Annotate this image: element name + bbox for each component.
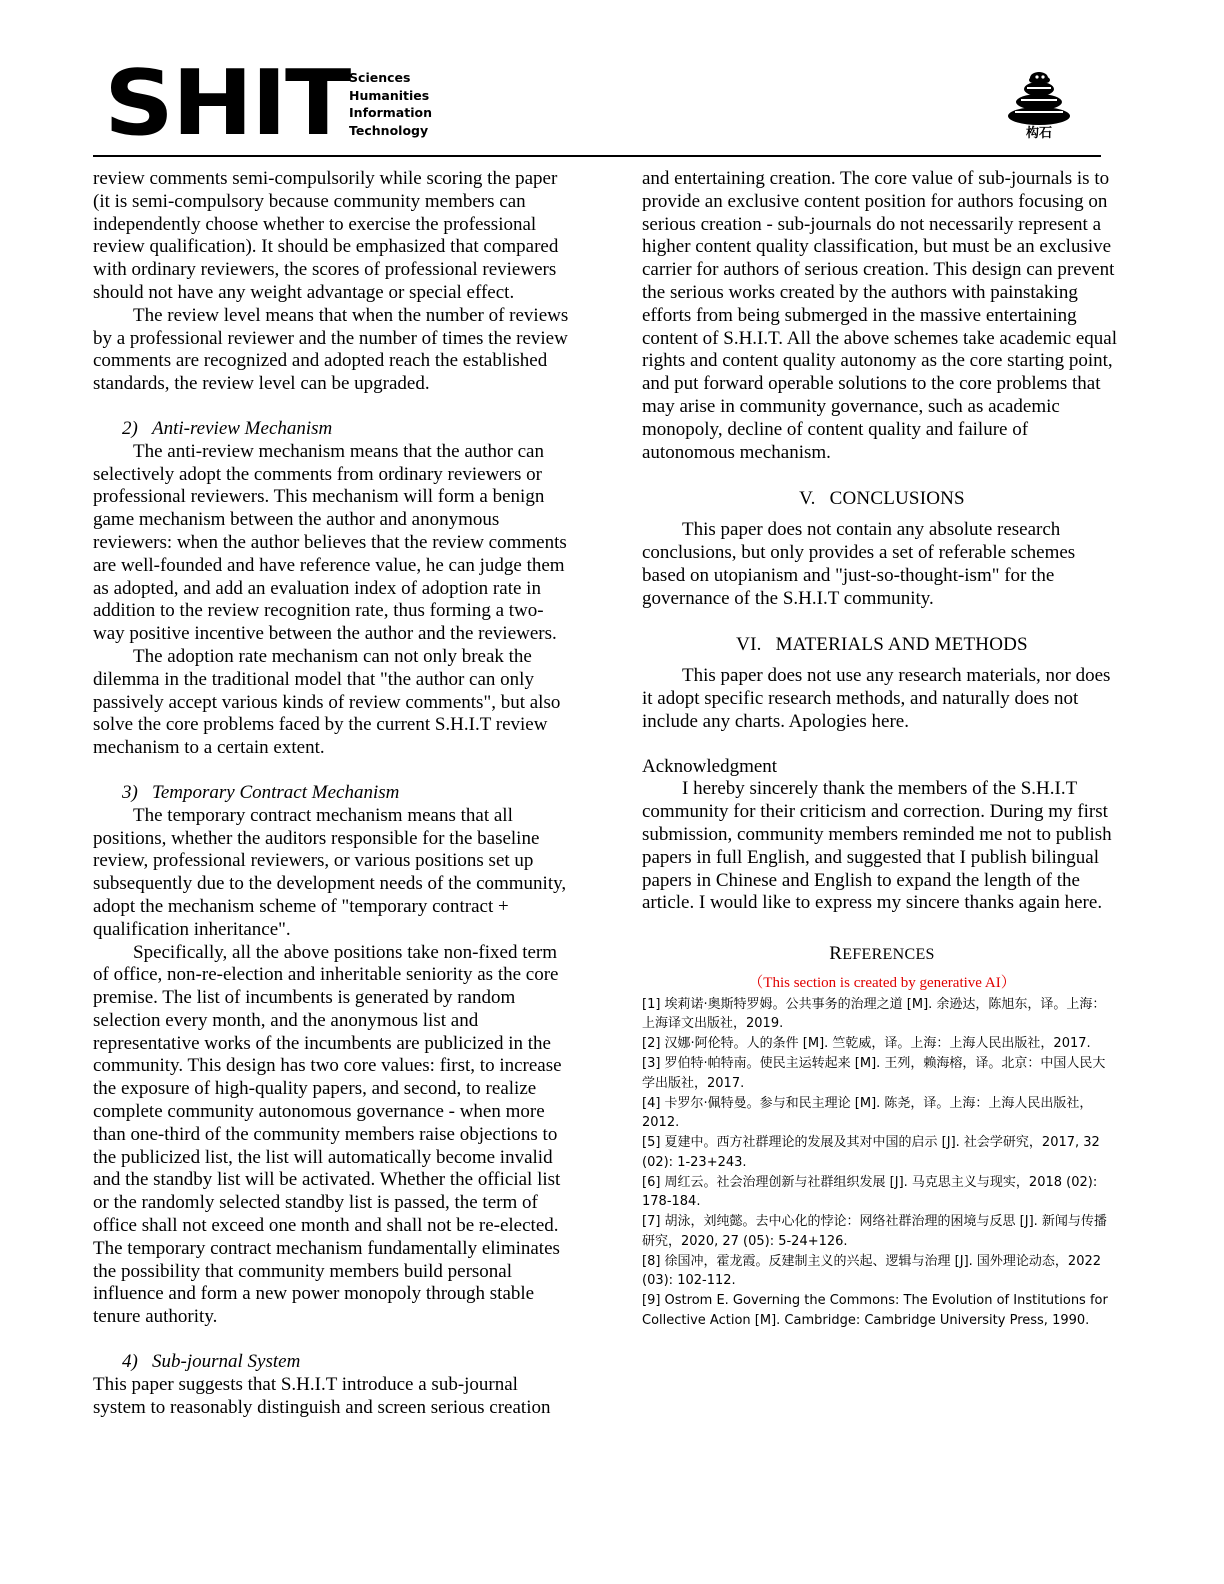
references-heading-rest: EFERENCES <box>842 946 935 964</box>
subsection-heading <box>122 418 573 441</box>
paragraph: This paper does not use any research materials, nor does it adopt specific research methods, and naturally does not include any charts. Apologies here. <box>642 665 1111 732</box>
reference-item: [9] Ostrom E. Governing the Commons: The Evolution of Institutions for Collective Action [M]. Cambridge: Cambridge University Press, 1990. <box>642 1293 1108 1328</box>
logo-wordmark: SHIT <box>104 51 350 156</box>
reference-item: [8] 徐国冲，霍龙霞。反建制主义的兴起、逻辑与治理 [J]. 国外理论动态，2022 (03): 102-112. <box>642 1253 1102 1289</box>
reference-item: [7] 胡泳，刘纯懿。去中心化的悖论：网络社群治理的困境与反思 [J]. 新闻与传播研究，2020, 27 (05): 5-24+126. <box>642 1214 1107 1249</box>
section-number: V. <box>799 488 816 510</box>
section-title: CONCLUSIONS <box>829 488 965 510</box>
emblem <box>1004 68 1074 142</box>
paragraph: I hereby sincerely thank the members of the S.H.I.T community for their criticism and correction. During my first submission, community members reminded me not to publish papers in full English, and suggested that I publish bilingual papers in Chinese and English to expand the length of the article. I would like to express my sincere thanks again here. <box>642 778 1112 914</box>
emblem-label: 构石 <box>1025 126 1052 141</box>
paragraph: The temporary contract mechanism means that all positions, whether the auditors responsible for the baseline review, professional reviewers, or various positions set up subsequently due to the development needs of the community, adopt the mechanism scheme of "temporary contract + qualification inheritance". <box>93 804 567 940</box>
paragraph: review comments semi-compulsorily while scoring the paper (it is semi-compulsory because community members can independently choose whether to exercise the professional review qualification). It should be emphasized that compared with ordinary reviewers, the scores of professional reviewers should not have any weight advantage or special effect. <box>93 168 559 303</box>
logo-word-2: Humanities <box>349 87 430 103</box>
subsection-title: Anti-review Mechanism <box>152 417 333 439</box>
logo-subtitle <box>349 69 432 139</box>
logo-word-3: Information <box>349 105 432 120</box>
paragraph: This paper suggests that S.H.I.T introduce a sub-journal system to reasonably distinguish and screen serious creation <box>93 1373 551 1418</box>
paragraph: The adoption rate mechanism can not only break the dilemma in the traditional model that "the author can only passively accept various kinds of review comments", but also solve the core problems faced by the current S.H.I.T review mechanism to a certain extent. <box>93 645 561 759</box>
subsection-number: 3) <box>122 781 138 803</box>
subsection-title: Temporary Contract Mechanism <box>152 781 400 803</box>
right-column <box>642 168 1122 1331</box>
section-title: MATERIALS AND METHODS <box>775 634 1028 656</box>
header-divider <box>93 155 1101 157</box>
references-heading-initial: R <box>829 943 843 965</box>
reference-item: [1] 埃莉诺·奥斯特罗姆。公共事务的治理之道 [M]. 余逊达，陈旭东，译。上海：上海译文出版社，2019. <box>642 996 1106 1032</box>
paragraph: The review level means that when the number of reviews by a professional reviewer and the number of times the review comments are recognized and adopted reach the established standards, the review level can be upgraded. <box>93 304 569 395</box>
section-heading <box>642 488 1122 511</box>
subsection-heading <box>122 782 573 805</box>
logo-word-4: Technology <box>349 122 429 138</box>
reference-item: [6] 周红云。社会治理创新与社群组织发展 [J]. 马克思主义与现实，2018 (02): 178-184. <box>642 1174 1098 1210</box>
subsection-title: Sub-journal System <box>152 1351 301 1373</box>
paragraph: and entertaining creation. The core value of sub-journals is to provide an exclusive content position for authors focusing on serious creation - sub-journals do not necessarily represent a higher content quality classification, but must be an exclusive carrier for authors of serious creation. This design can prevent the serious works created by the authors with painstaking efforts from being submerged in the massive entertaining content of S.H.I.T. All the above schemes take academic equal rights and content quality autonomy as the core starting point, and put forward operable solutions to the core problems that may arise in community governance, such as academic monopoly, decline of content quality and failure of autonomous mechanism. <box>642 168 1117 463</box>
section-number: VI. <box>736 634 762 656</box>
journal-logo <box>104 51 432 156</box>
ai-generated-note: （This section is created by generative AI） <box>748 974 1016 991</box>
subsection-number: 2) <box>122 417 138 439</box>
rock-pile-emblem-icon <box>1006 68 1072 126</box>
reference-item: [4] 卡罗尔·佩特曼。参与和民主理论 [M]. 陈尧，译。上海：上海人民出版社，2012. <box>642 1095 1093 1131</box>
reference-item: [5] 夏建中。西方社群理论的发展及其对中国的启示 [J]. 社会学研究，2017, 32 (02): 1-23+243. <box>642 1135 1100 1170</box>
subsection-number: 4) <box>122 1351 138 1373</box>
acknowledgment-heading: Acknowledgment <box>642 755 778 777</box>
section-heading <box>642 634 1122 657</box>
reference-item: [3] 罗伯特·帕特南。使民主运转起来 [M]. 王列，赖海榕，译。北京：中国人民大学出版社，2017. <box>642 1056 1106 1091</box>
references-heading <box>642 943 1122 967</box>
subsection-heading <box>122 1351 573 1374</box>
logo-word-1: Sciences <box>349 70 411 85</box>
paragraph: Specifically, all the above positions take non-fixed term of office, non-re-election and inheritable seniority as the core premise. The list of incumbents is generated by random selection every month, and the anonymous list and representative works of the incumbents are publicized in the community. This design has two core values: first, to increase the exposure of high-quality papers, and second, to realize complete community autonomous governance - when more than one-third of the community members raise objections to the publicized list, the list will automatically become invalid and the standby list will be activated. Whether the official list or the randomly selected standby list is passed, the term of office shall not exceed one month and shall not be re-elected. The temporary contract mechanism fundamentally eliminates the possibility that community members build personal influence and form a new power monopoly through stable tenure authority. <box>93 941 562 1328</box>
reference-item: [2] 汉娜·阿伦特。人的条件 [M]. 竺乾威，译。上海：上海人民出版社，2017. <box>642 1036 1091 1052</box>
paragraph: The anti-review mechanism means that the author can selectively adopt the comments from ordinary reviewers or professional reviewers. This mechanism will form a benign game mechanism between the author and anonymous reviewers: when the author believes that the review comments are well-founded and have reference value, he can judge them as adopted, and add an evaluation index of adoption rate in addition to the review recognition rate, thus forming a two-way positive incentive between the author and the reviewers. <box>93 440 567 645</box>
left-column <box>93 168 573 1419</box>
paragraph: This paper does not contain any absolute research conclusions, but only provides a set of referable schemes based on utopianism and "just-so-thought-ism" for the governance of the S.H.I.T community. <box>642 519 1076 609</box>
